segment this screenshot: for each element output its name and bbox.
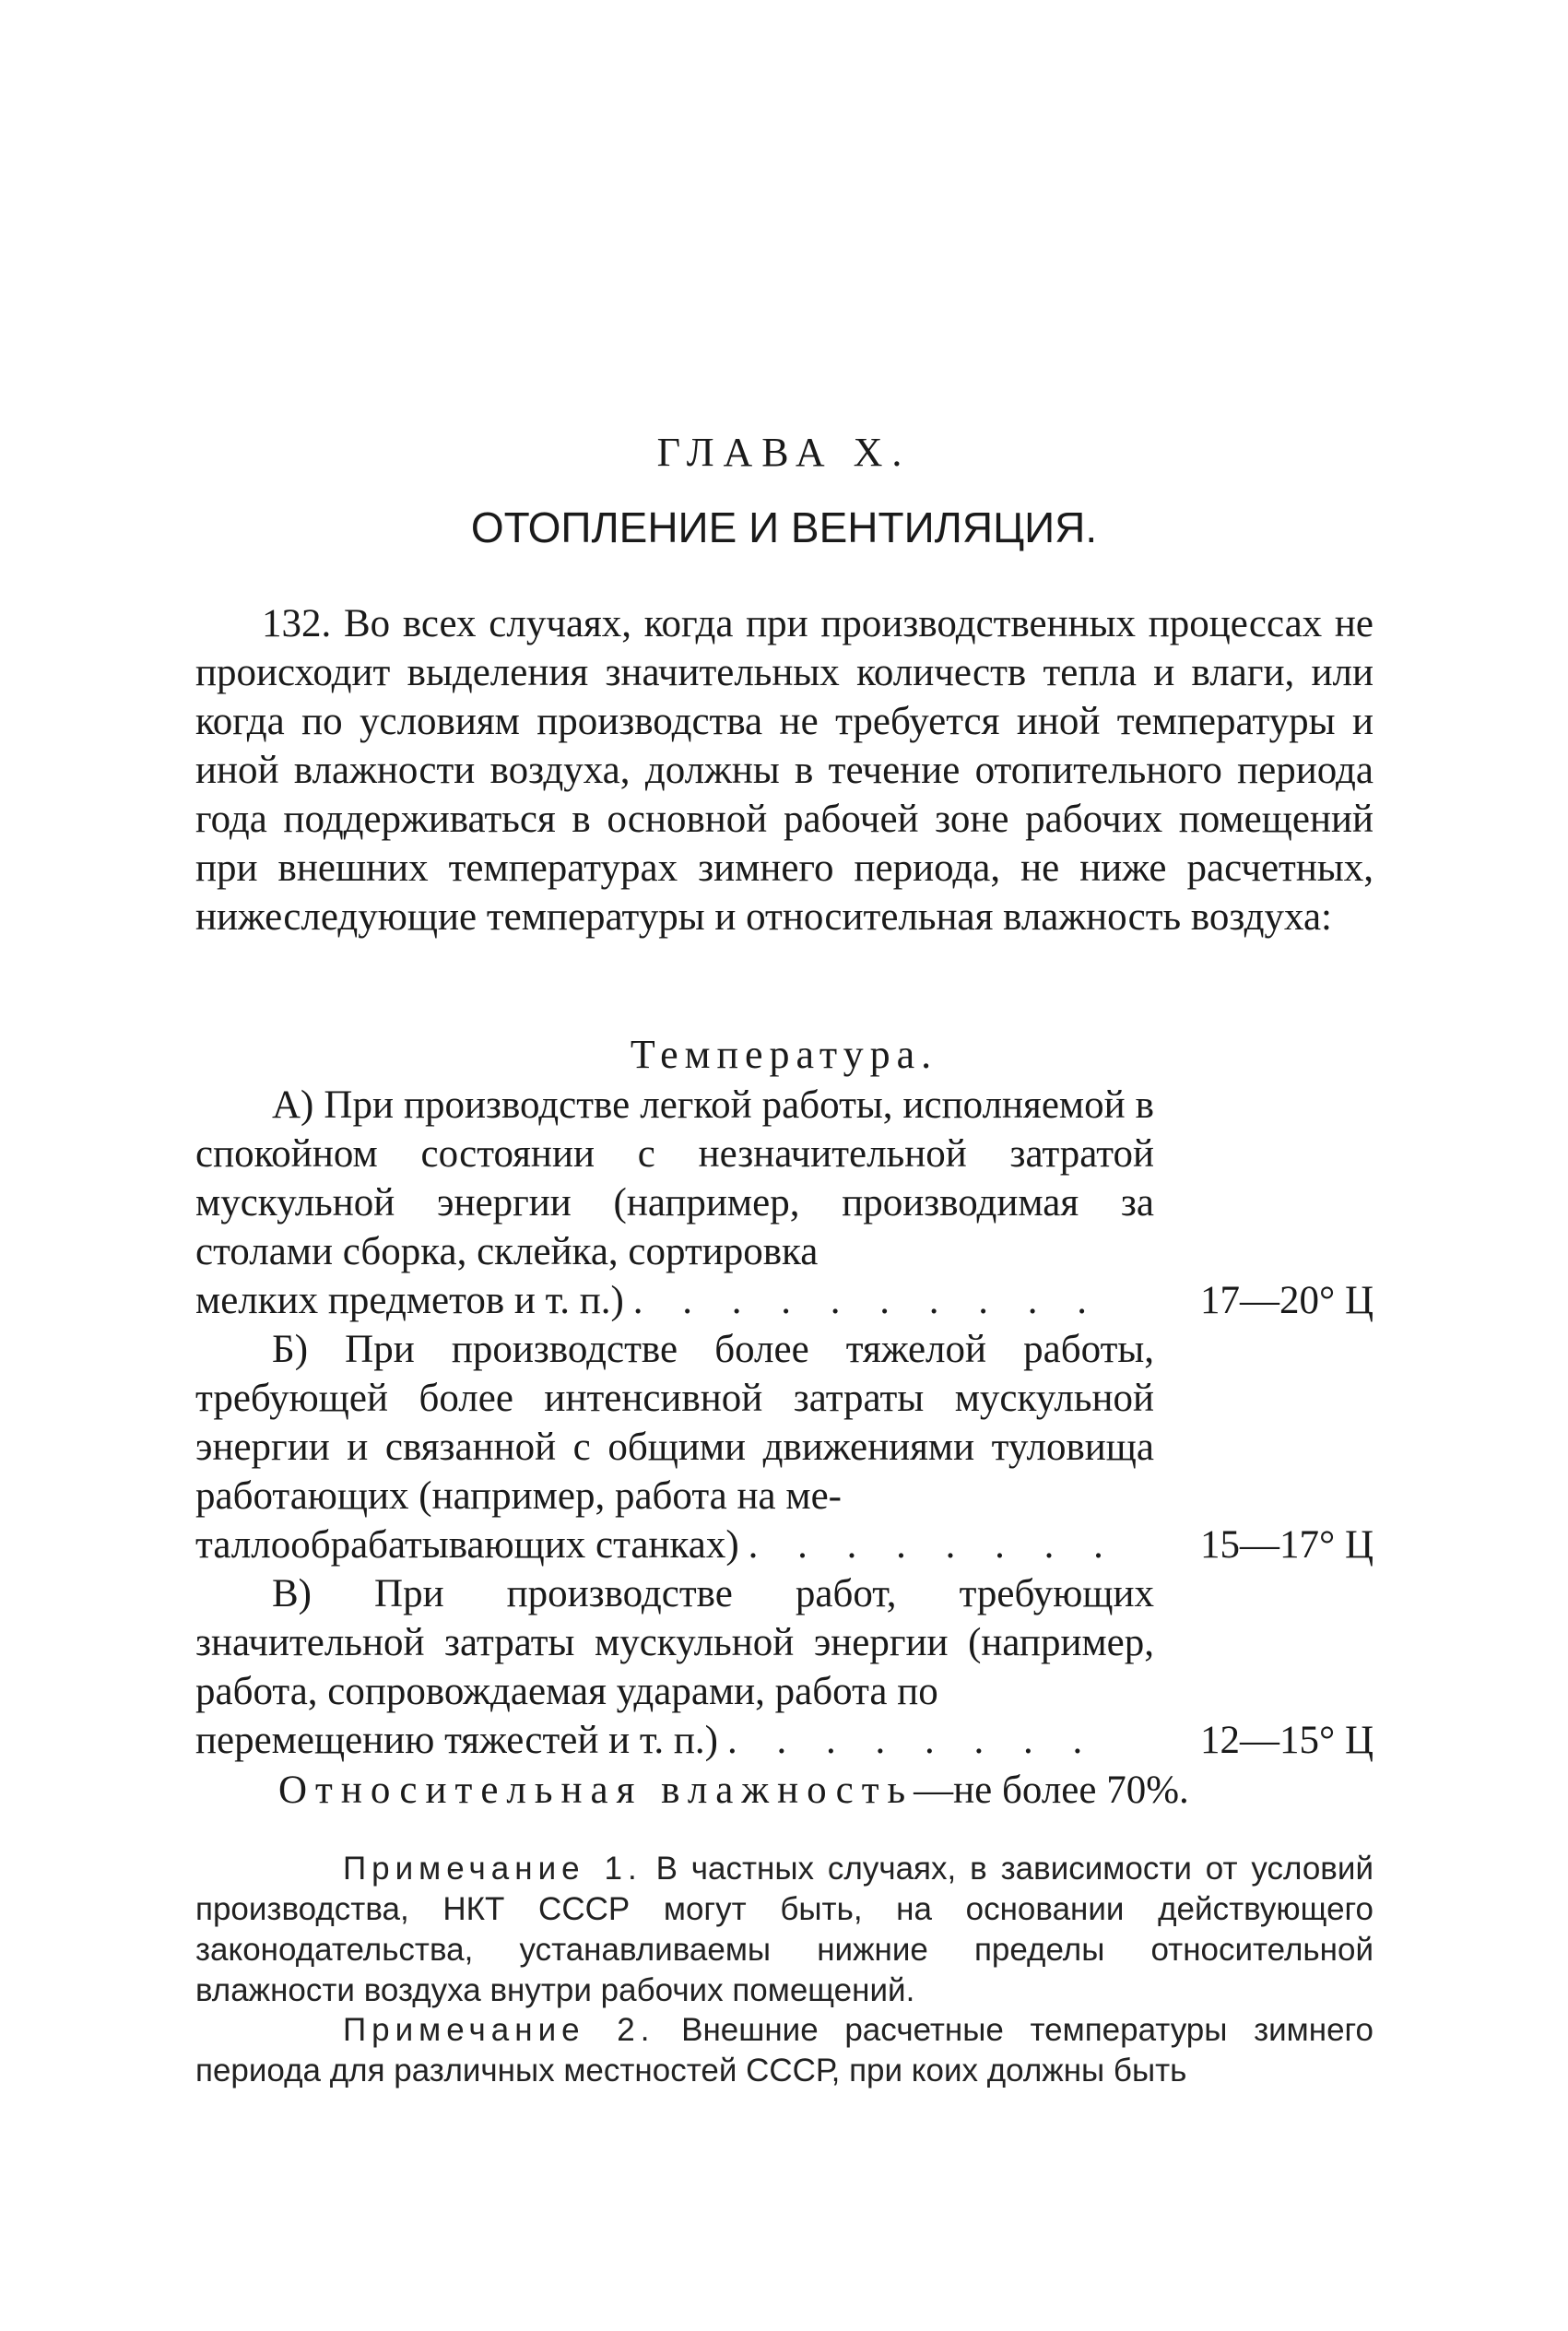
- temperature-item-a-value: 17—20° Ц: [1200, 1279, 1373, 1322]
- dot-leader: . . . . . . . . . .: [632, 1279, 1102, 1322]
- note-2-text: Внешние расчетные температуры зимнего периода для различных местностей СССР, при коих должны быть: [195, 2012, 1373, 2088]
- humidity-label: Относительная влажность: [278, 1769, 914, 1812]
- temperature-item-a-text: А) При производстве легкой работы, исполняемой в спокойном состоянии с незначительной затратой мускульной энергии (например, производимая за столами сборка, склейка, сортировка: [195, 1083, 1154, 1273]
- paragraph-132: 132. Во всех случаях, когда при производственных процессах не происходит выделения значительных количеств тепла и влаги, или когда по условиям производства не требуется иной температуры и иной влажности воздуха, должны в течение отопительного периода года поддерживаться в основной рабочей зоне рабочих помещений при внешних температурах зимнего периода, не ниже расчетных, нижеследующие температуры и относительная влажность воздуха:: [195, 602, 1373, 939]
- temperature-item-b-value: 15—17° Ц: [1200, 1523, 1373, 1567]
- temperature-item-c-last-text: перемещению тяжестей и т. п.): [195, 1719, 718, 1762]
- temperature-heading: Температура.: [630, 1032, 938, 1077]
- note-2-label: Примечание 2.: [343, 2012, 655, 2048]
- temperature-item-b: [195, 1325, 1373, 1569]
- temperature-item-a-last-text: мелких предметов и т. п.): [195, 1279, 624, 1322]
- temperature-item-b-text: Б) При производстве более тяжелой работы, требующей более интенсивной затраты мускульной энергии и связанной с общими движениями туловища работающих (например, работа на ме-: [195, 1328, 1154, 1518]
- note-1: [195, 1849, 1373, 2011]
- dot-leader: . . . . . . . .: [748, 1523, 1118, 1567]
- temperature-item-c-value: 12—15° Ц: [1200, 1719, 1373, 1762]
- note-1-text: В частных случаях, в зависимости от условий производства, НКТ СССР могут быть, на основании действующего законодательства, устанавливаемы нижние пределы относительной влажности воздуха внутри рабочих помещений.: [195, 1851, 1373, 2008]
- temperature-item-c-last-line: [195, 1716, 1373, 1765]
- note-1-label: Примечание 1.: [343, 1851, 643, 1887]
- section-title: ОТОПЛЕНИЕ И ВЕНТИЛЯЦИЯ.: [470, 503, 1098, 551]
- temperature-item-b-last-text: таллообрабатывающих станках): [195, 1523, 739, 1567]
- temperature-item-a: [195, 1081, 1373, 1325]
- temperature-item-c-text: В) При производстве работ, требующих значительной затраты мускульной энергии (например, работа, сопровождаемая ударами, работа по: [195, 1572, 1154, 1713]
- temperature-item-b-last-line: [195, 1520, 1373, 1569]
- humidity-value: —не более 70%.: [914, 1769, 1189, 1812]
- temperature-item-c: [195, 1569, 1373, 1765]
- temperature-item-a-last-line: [195, 1276, 1373, 1325]
- chapter-title: ГЛАВА X.: [656, 430, 912, 475]
- humidity-line: [278, 1766, 1189, 1815]
- note-2: [195, 2010, 1373, 2093]
- dot-leader: . . . . . . . .: [727, 1719, 1098, 1762]
